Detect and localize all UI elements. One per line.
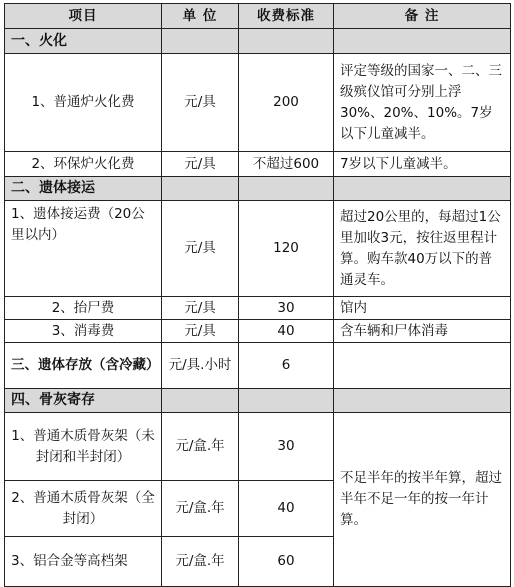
note-cell: 馆内	[334, 297, 511, 320]
section-row-cremation	[5, 29, 511, 54]
section-row-transport	[5, 177, 511, 201]
unit-cell: 元/具	[162, 54, 239, 152]
header-note: 备 注	[334, 4, 511, 29]
table-row	[5, 201, 511, 297]
table-row	[5, 54, 511, 152]
table-header-row	[5, 4, 511, 29]
unit-cell: 元/具	[162, 152, 239, 177]
unit-cell: 元/盒.年	[162, 481, 239, 537]
fee-cell: 不超过600	[239, 152, 334, 177]
item-cell: 2、抬尸费	[5, 297, 162, 320]
unit-cell: 元/具	[162, 201, 239, 297]
unit-cell: 元/盒.年	[162, 537, 239, 587]
section-title: 一、火化	[5, 29, 162, 54]
note-cell: 含车辆和尸体消毒	[334, 320, 511, 343]
table-row	[5, 297, 511, 320]
unit-cell: 元/具	[162, 297, 239, 320]
fee-cell: 6	[239, 343, 334, 389]
section-title: 四、骨灰寄存	[5, 389, 162, 413]
fee-cell: 30	[239, 297, 334, 320]
item-cell: 3、消毒费	[5, 320, 162, 343]
item-cell: 3、铝合金等高档架	[5, 537, 162, 587]
item-cell: 1、普通木质骨灰架（未封闭和半封闭）	[5, 413, 162, 481]
unit-cell: 元/具.小时	[162, 343, 239, 389]
fee-cell: 200	[239, 54, 334, 152]
fee-cell: 60	[239, 537, 334, 587]
header-unit: 单 位	[162, 4, 239, 29]
item-cell: 2、普通木质骨灰架（全封闭）	[5, 481, 162, 537]
table-row	[5, 152, 511, 177]
note-cell-ash: 不足半年的按半年算，超过半年不足一年的按一年计算。	[334, 413, 511, 587]
unit-cell: 元/盒.年	[162, 413, 239, 481]
header-item: 项目	[5, 4, 162, 29]
note-cell: 评定等级的国家一、二、三级殡仪馆可分别上浮30%、20%、10%。7岁以下儿童减半。	[334, 54, 511, 152]
section-title: 三、遗体存放（含冷藏）	[5, 343, 162, 389]
fee-cell: 30	[239, 413, 334, 481]
header-fee: 收费标准	[239, 4, 334, 29]
section-row-ash	[5, 389, 511, 413]
item-cell: 1、普通炉火化费	[5, 54, 162, 152]
section-row-storage	[5, 343, 511, 389]
fee-table	[4, 3, 511, 587]
note-cell: 7岁以下儿童减半。	[334, 152, 511, 177]
note-cell	[334, 343, 511, 389]
fee-cell: 40	[239, 481, 334, 537]
item-cell: 1、遗体接运费（20公里以内）	[5, 201, 162, 297]
table-row	[5, 320, 511, 343]
note-cell: 超过20公里的，每超过1公里加收3元，按往返里程计算。购车款40万以下的普通灵车。	[334, 201, 511, 297]
fee-cell: 120	[239, 201, 334, 297]
table-row	[5, 413, 511, 481]
item-cell: 2、环保炉火化费	[5, 152, 162, 177]
unit-cell: 元/具	[162, 320, 239, 343]
section-title: 二、遗体接运	[5, 177, 162, 201]
fee-cell: 40	[239, 320, 334, 343]
